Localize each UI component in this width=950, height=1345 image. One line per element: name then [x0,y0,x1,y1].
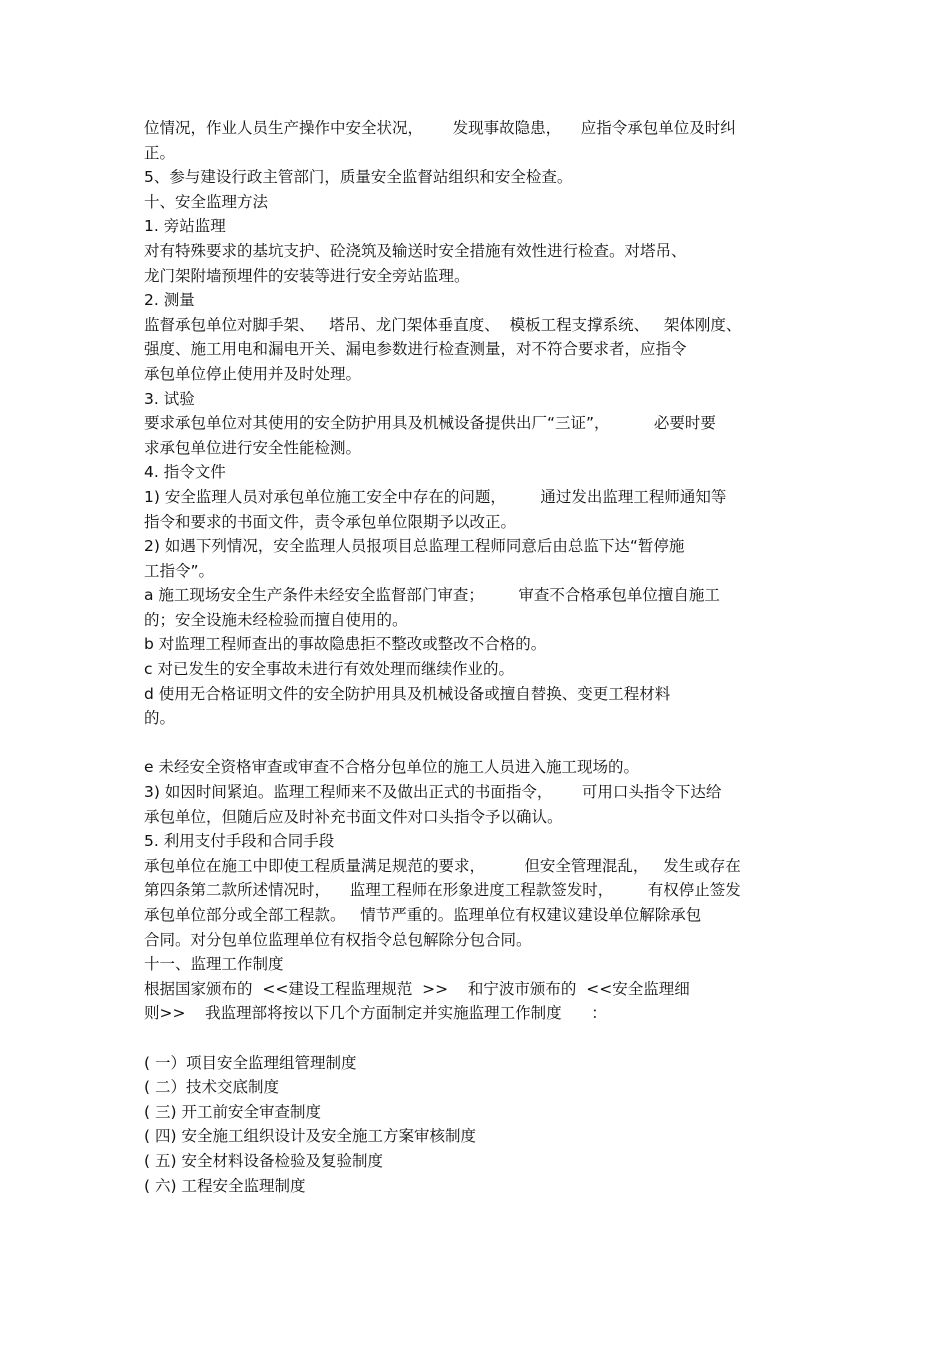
text-line: 监督承包单位对脚手架、 塔吊、龙门架体垂直度、 模板工程支撑系统、 架体刚度、 [144,315,742,334]
section-heading: 十、安全监理方法 [144,192,269,211]
document-page [144,116,844,1198]
text-line: 求承包单位进行安全性能检测。 [144,438,362,457]
subsection-heading: 3. 试验 [144,389,195,408]
list-item: a 施工现场安全生产条件未经安全监督部门审查； 审查不合格承包单位擅自施工 [144,586,720,605]
text-line: 正。 [144,143,176,162]
list-item: ( 一）项目安全监理组管理制度 [144,1053,357,1072]
text-line: 承包单位，但随后应及时补充书面文件对口头指令予以确认。 [144,807,563,826]
list-item: ( 三) 开工前安全审查制度 [144,1102,321,1121]
list-item: ( 二）技术交底制度 [144,1078,279,1097]
subsection-heading: 4. 指令文件 [144,463,226,482]
text-line: 指令和要求的书面文件，责令承包单位限期予以改正。 [144,512,517,531]
list-item: b 对监理工程师查出的事故隐患拒不整改或整改不合格的。 [144,635,547,654]
list-item: e 未经安全资格审查或审查不合格分包单位的施工人员进入施工现场的。 [144,758,639,777]
blank-line [144,1026,844,1051]
text-line: 工指令”。 [144,561,215,580]
text-line: 强度、施工用电和漏电开关、漏电参数进行检查测量，对不符合要求者，应指令 [144,340,687,359]
blank-line [144,731,844,756]
list-item: ( 五) 安全材料设备检验及复验制度 [144,1151,383,1170]
list-item: d 使用无合格证明文件的安全防护用具及机械设备或擅自替换、变更工程材料 [144,684,671,703]
text-line: 根据国家颁布的 <<建设工程监理规范 >> 和宁波市颁布的 <<安全监理细 [144,979,690,998]
text-line: 的；安全设施未经检验而擅自使用的。 [144,610,408,629]
subsection-heading: 1. 旁站监理 [144,217,226,236]
text-line: 合同。对分包单位监理单位有权指令总包解除分包合同。 [144,930,532,949]
section-heading: 十一、监理工作制度 [144,955,284,974]
text-line: 的。 [144,709,176,728]
list-item: 5、参与建设行政主管部门，质量安全监督站组织和安全检查。 [144,168,573,187]
text-line: 承包单位部分或全部工程款。 情节严重的。监理单位有权建议建设单位解除承包 [144,906,702,924]
text-line: 位情况，作业人员生产操作中安全状况， 发现事故隐患， 应指令承包单位及时纠 [144,119,736,137]
text-line: 对有特殊要求的基坑支护、砼浇筑及输送时安全措施有效性进行检查。对塔吊、 [144,241,687,260]
list-item: 1) 安全监理人员对承包单位施工安全中存在的问题， 通过发出监理工程师通知等 [144,487,727,506]
list-item: c 对已发生的安全事故未进行有效处理而继续作业的。 [144,660,514,679]
list-item: ( 四) 安全施工组织设计及安全施工方案审核制度 [144,1127,476,1146]
text-line: 第四条第二款所述情况时， 监理工程师在形象进度工程款签发时， 有权停止签发 [144,881,741,900]
list-item: 2) 如遇下列情况，安全监理人员报项目总监理工程师同意后由总监下达“暂停施 [144,537,685,556]
subsection-heading: 5. 利用支付手段和合同手段 [144,832,335,851]
text-line: 承包单位停止使用并及时处理。 [144,364,362,383]
list-item: ( 六) 工程安全监理制度 [144,1176,306,1195]
text-line: 则>> 我监理部将按以下几个方面制定并实施监理工作制度 ： [144,1004,607,1023]
text-line: 承包单位在施工中即使工程质量满足规范的要求， 但安全管理混乱， 发生或存在 [144,856,741,875]
text-line: 龙门架附墙预埋件的安装等进行安全旁站监理。 [144,266,470,285]
list-item: 3) 如因时间紧迫。监理工程师来不及做出正式的书面指令， 可用口头指令下达给 [144,783,722,802]
subsection-heading: 2. 测量 [144,291,195,310]
text-line: 要求承包单位对其使用的安全防护用具及机械设备提供出厂“三证”， 必要时要 [144,414,716,433]
